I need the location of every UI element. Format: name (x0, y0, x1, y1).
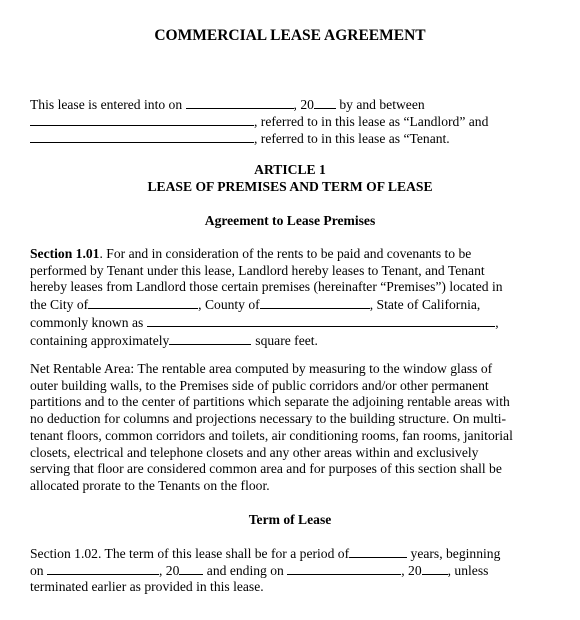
net-rentable-line: allocated prorate to the Tenants on the floor. (30, 477, 270, 493)
start-year-blank (179, 562, 203, 575)
term-period-blank (349, 545, 407, 558)
square-feet-label: square feet. (255, 332, 318, 348)
net-rentable-line: Net Rentable Area: The rentable area computed by measuring to the window glass of (30, 361, 493, 376)
section-1-01-line-4 (30, 296, 545, 314)
subheading-term: Term of Lease (248, 512, 332, 527)
date-blank (186, 96, 294, 109)
net-rentable-area (30, 361, 545, 495)
section-1-01-line-5: commonly known as , (30, 314, 499, 330)
square-feet-blank (169, 332, 251, 345)
premises-address-blank (147, 314, 495, 327)
city-blank (88, 296, 198, 309)
intro-line-1 (30, 96, 425, 114)
intro-line-3 (30, 130, 450, 148)
net-rentable-line: partitions and to the center of partitions which separate the adjoining rentable areas with (30, 394, 510, 410)
end-date-blank (287, 562, 401, 575)
section-1-01-line-3: hereby leases from Landlord those certain premises (hereinafter “Premises”) located in (30, 279, 503, 295)
document-title: COMMERCIAL LEASE AGREEMENT (154, 27, 426, 44)
landlord-name-blank (30, 113, 254, 126)
start-date-blank (47, 562, 159, 575)
tenant-referral-text: , referred to in this lease as “Tenant. (254, 131, 450, 146)
article-number: ARTICLE 1 (254, 162, 326, 177)
article-heading: LEASE OF PREMISES AND TERM OF LEASE (147, 179, 433, 194)
section-1-01-line-1: Section 1.01. For and in consideration of the rents to be paid and covenants to be (30, 246, 472, 261)
net-rentable-line: outer building walls, to the Premises side of public corridors and/or other permanent (30, 377, 489, 393)
section-1-01-line-2: performed by Tenant under this lease, Landlord hereby leases to Tenant, and Tenant (30, 262, 485, 278)
landlord-referral-text: , referred to in this lease as “Landlord” and (254, 114, 489, 129)
net-rentable-line: no deduction for columns and projections necessary to the building structure. On multi- (30, 411, 507, 427)
known-as-label: commonly known as (30, 314, 144, 330)
intro-between-text: by and between (339, 97, 425, 112)
section-1-02-line-3: terminated earlier as provided in this lease. (30, 579, 264, 594)
containing-label: containing approximately (30, 332, 170, 348)
section-1-02-line-1: Section 1.02. The term of this lease shall be for a period of years, beginning (30, 546, 501, 561)
county-blank (260, 296, 370, 309)
tenant-name-blank (30, 130, 254, 143)
subheading-agreement: Agreement to Lease Premises (204, 213, 376, 228)
net-rentable-line: tenant floors, common corridors and toilets, air conditioning rooms, fan rooms, janitorial (30, 427, 513, 443)
section-1-02-line-2: on , 20 and ending on , 20 , unless (30, 563, 489, 578)
section-1-01-line-6 (30, 332, 545, 350)
intro-entered-text: This lease is entered into on (30, 97, 183, 112)
state-label: , State of California, (369, 297, 481, 313)
intro-line-2 (30, 113, 488, 131)
county-label: , County of (198, 297, 260, 313)
end-year-blank (422, 562, 448, 575)
year-blank (314, 96, 336, 109)
section-1-01-label: Section 1.01 (30, 246, 100, 261)
city-label: the City of (30, 297, 89, 313)
section-1-01 (30, 246, 545, 349)
net-rentable-line: closets, electrical and telephone closets and any other areas within and exclusively (30, 444, 479, 460)
intro-year-prefix: , 20 (293, 97, 314, 112)
net-rentable-line: serving that floor are considered common area and for purposes of this section shall be (30, 461, 502, 477)
